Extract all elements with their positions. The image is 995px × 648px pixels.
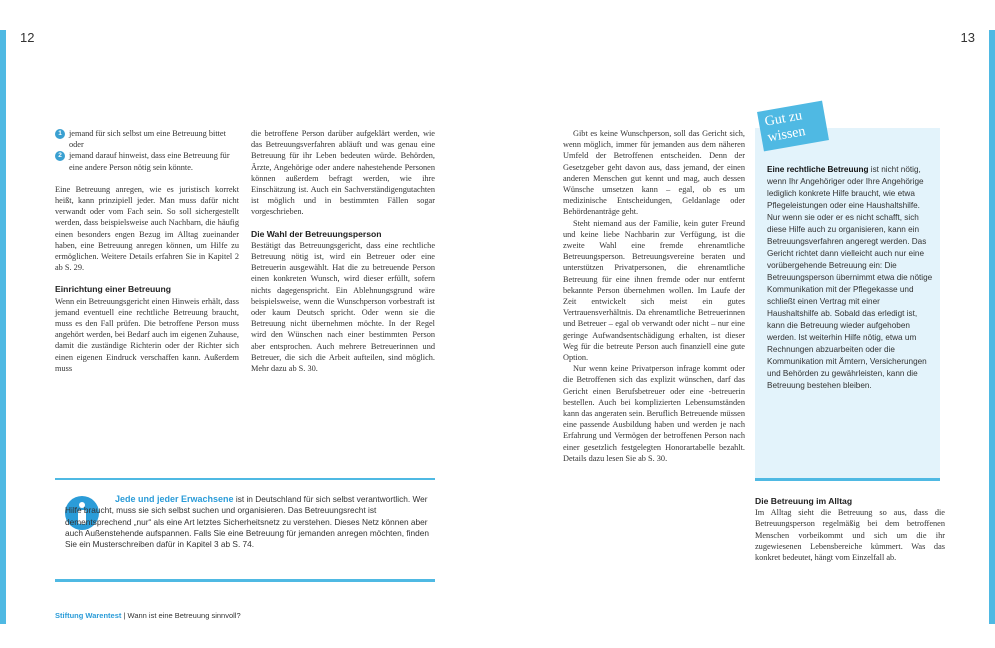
section-heading: Die Wahl der Betreuungsperson bbox=[251, 228, 382, 239]
column-4 bbox=[755, 496, 945, 563]
footer-title: Wann ist eine Betreuung sinnvoll? bbox=[127, 611, 241, 620]
paragraph: Steht niemand aus der Familie, kein guter Freund und keine liebe Nachbarin zur Verfügung, ist die zweite Wahl eine fremde ehrenamtliche Betreuungsperson. Betreuungsvereine beraten und unterstützen Privatpersonen, die ehrenamtliche Betreuung für eine ihnen fremde oder nur entfernt bekannte Person übernehmen wollen. Im Laufe der Zeit entwickelt sich meist ein gutes Vertrauensverhältnis. Da ehrenamtliche Betreuerinnen und Betreuer – egal ob verwandt oder nicht – nur eine geringe Aufwandsentschädigung erhalten, ist dieser Weg für die betreute Person auch finanziell eine gute Option. bbox=[563, 218, 745, 363]
left-edge-bar bbox=[0, 30, 6, 624]
column-3 bbox=[563, 128, 745, 464]
gut-zu-wissen-text bbox=[767, 164, 933, 392]
numbered-item-text: jemand darauf hinweist, dass eine Betreuung für eine andere Person nötig sein könnte. bbox=[69, 151, 230, 172]
footer-brand: Stiftung Warentest bbox=[55, 611, 122, 620]
info-box-text bbox=[65, 494, 431, 550]
info-box bbox=[55, 478, 435, 582]
paragraph: Eine Betreuung anregen, wie es juristisch korrekt heißt, kann prinzipiell jeder. Man muss dafür nicht verwandt oder vom Fach sein. So soll sichergestellt werden, dass beispielsweise auch Nachbarn, die häufig einen besonders engen Bezug im Alltag zueinander haben, eine Betreuung anregen können, um Hilfe zu ermöglichen. Weitere Details erfahren Sie in Kapitel 2 ab S. 29. bbox=[55, 184, 239, 273]
paragraph: Gibt es keine Wunschperson, soll das Gericht sich, wenn möglich, immer für jemanden aus dem näheren Umfeld der Betroffenen entscheiden. Denn der Gesetzgeber geht davon aus, dass jemand, der einen anderen Menschen gut kennt und mag, auch dessen Wünsche umsetzen kann – egal, ob es um medizinische Entscheidungen, Geldanlage oder Behördenanträge geht. bbox=[563, 129, 745, 217]
section-heading: Die Betreuung im Alltag bbox=[755, 496, 853, 506]
footer-separator: | bbox=[121, 611, 128, 620]
paragraph: Bestätigt das Betreuungsgericht, dass eine rechtliche Betreuung nötig ist, wird ein Betreuer oder eine Betreuerin ausgewählt. Hat die zu betreuende Person einen konkreten Wunsch, wird dieser erfüllt, sofern nichts dagegenspricht. Ein Ablehnungsgrund wäre beispielsweise, wenn die Wunschperson vorbestraft ist oder kaum Deutsch spricht. Oder wenn sie die Betreuung nicht übernehmen möchte. In der Regel wird den Wünschen nach einer bestimmten Person aber entsprochen. Auch mehrere Betreuerinnen und Betreuer, die sich die Arbeit aufteilen, sind möglich. Mehr dazu ab S. 30. bbox=[251, 240, 435, 374]
numbered-item-1 bbox=[55, 128, 239, 150]
right-edge-bar bbox=[989, 30, 995, 624]
number-badge: 2 bbox=[55, 151, 65, 161]
info-box-bottom-rule bbox=[55, 579, 435, 582]
info-box-lead: Jede und jeder Erwachsene bbox=[115, 494, 234, 504]
gut-zu-wissen-tag-line2: wissen bbox=[766, 124, 807, 146]
page-footer bbox=[55, 611, 241, 620]
numbered-item-2 bbox=[55, 150, 239, 172]
number-badge: 1 bbox=[55, 129, 65, 139]
paragraph: Wenn ein Betreuungsgericht einen Hinweis erhält, dass jemand eventuell eine rechtliche Betreuung braucht, muss es den Fall prüfen. Die betroffene Person muss angehört werden, bei Bedarf auch im eigenen Zuhause, damit die zuständige Richterin oder der Richter sich einen eigenen Eindruck verschaffen kann. Außerdem muss bbox=[55, 296, 239, 373]
gut-zu-wissen-box bbox=[755, 128, 940, 478]
paragraph: Nur wenn keine Privatperson infrage kommt oder die Betroffenen sich das explizit wünschen, darf das Gericht einen Berufsbetreuer oder eine -betreuerin bestellen. Auch bei komplizierten Lebensumständen kann das angeraten sein. Beruflich Betreuende müssen eine passende Ausbildung haben und werden je nach Erfahrung und Vermögen der betroffenen Person nach einer gesetzlich festgelegten Honorartabelle bezahlt. Details dazu lesen Sie ab S. 30. bbox=[563, 364, 745, 463]
paragraph: die betroffene Person darüber aufgeklärt werden, wie das Betreuungsverfahren abläuft und was genau eine Betreuung für ihr Leben bedeuten würde. Behörden, Ärzte, Angehörige oder andere nahestehende Personen können außerdem befragt werden, wie ihre Einschätzung ist. Auch ein Sachverständigengutachten ist möglich und in bestimmten Fällen sogar vorgeschrieben. bbox=[251, 129, 435, 217]
gut-zu-wissen-bottom-rule bbox=[755, 478, 940, 481]
gut-zu-wissen-tag-line1: Gut zu bbox=[763, 108, 804, 130]
paragraph: Im Alltag sieht die Betreuung so aus, dass die Betreuungsperson regelmäßig bei dem betroffenen Menschen vorbeikommt und sich um die ihr zugewiesenen Lebensbereiche kümmert. Was das konkret bedeutet, hängt vom Einzelfall ab. bbox=[755, 508, 945, 563]
gut-zu-wissen-body: ist nicht nötig, wenn Ihr Angehöriger oder Ihre Angehörige lediglich konkrete Hilfe braucht, wie etwa Pflegeleistungen oder eine Haushaltshilfe. Nur wenn sie oder er es nicht schafft, sich diese Hilfe auch zu organisieren, kann ein Betreuungsverfahren angeregt werden. Das Gericht richtet dann vielleicht auch nur eine vorübergehende Betreuung ein: Die Betreuungsperson übernimmt etwa die nötige Kommunikation mit der Pflegekasse und schließt einen Vertrag mit einer Haushaltshilfe ab. Sobald das erledigt ist, kann die Betreuung wieder aufgehoben werden. Ist weiterhin Hilfe nötig, etwa um Rechnungen abzuarbeiten oder die Kommunikation mit Ämtern, Versicherungen und Behörden zu gewährleisten, kann die Betreuung bestehen bleiben. bbox=[767, 165, 933, 390]
info-box-top-rule bbox=[55, 478, 435, 480]
page-number-right: 13 bbox=[960, 30, 975, 45]
page-number-left: 12 bbox=[20, 30, 35, 45]
info-box-body: ist in Deutschland für sich selbst verantwortlich. Wer Hilfe braucht, muss sie sich selbst suchen und organisieren. Das Betreuungsrecht ist dementsprechend „nur“ als eine Art letztes Sicherheitsnetz zu verstehen. Dieses Netz können aber auch Außenstehende aufspannen. Falls Sie eine Betreuung für jemanden anregen möchten, finden Sie ein Musterschreiben dafür in Kapitel 3 ab S. 74. bbox=[65, 494, 429, 550]
numbered-item-text: jemand für sich selbst um eine Betreuung bittet oder bbox=[69, 129, 226, 150]
column-2 bbox=[251, 128, 435, 374]
column-1 bbox=[55, 128, 239, 374]
section-heading: Einrichtung einer Betreuung bbox=[55, 284, 172, 295]
gut-zu-wissen-lead: Eine rechtliche Betreuung bbox=[767, 165, 869, 174]
